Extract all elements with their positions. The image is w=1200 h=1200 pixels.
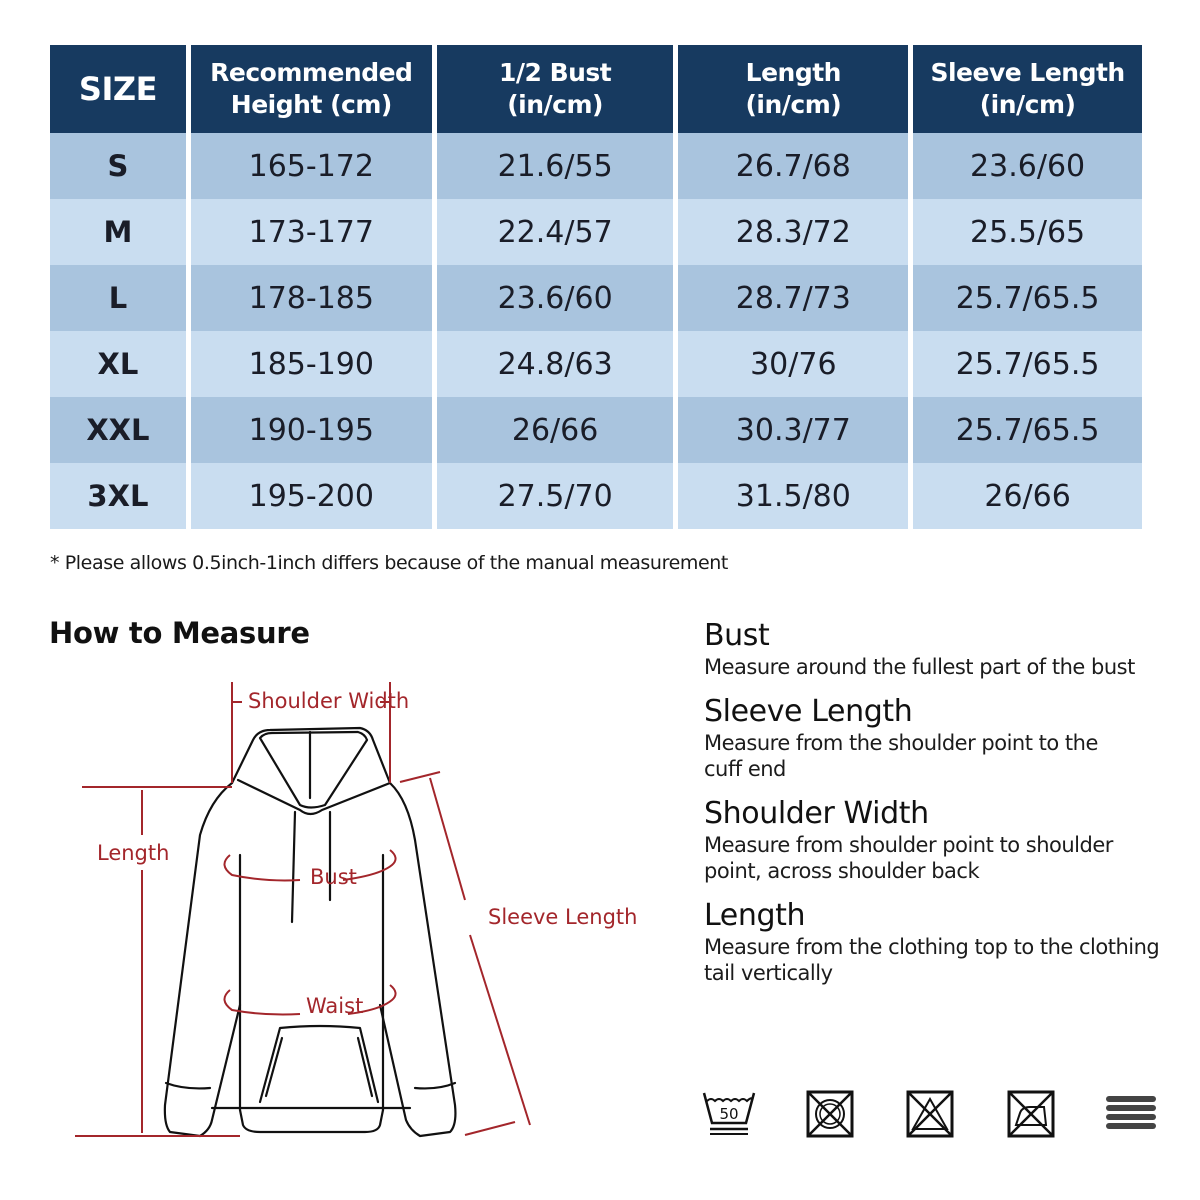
bust-cell: 24.8/63 (437, 331, 674, 397)
header-bust-line1: 1/2 Bust (498, 58, 612, 87)
bust-cell: 23.6/60 (437, 265, 674, 331)
header-length-line2: (in/cm) (745, 90, 842, 119)
header-height (191, 45, 432, 133)
length-cell: 28.3/72 (678, 199, 908, 265)
size-cell: XL (50, 331, 186, 397)
table-row (50, 331, 1142, 397)
size-chart-table (45, 45, 1147, 529)
length-cell: 26.7/68 (678, 133, 908, 199)
bust-label: Bust (310, 865, 357, 889)
header-height-line1: Recommended (210, 58, 413, 87)
hoodie-illustration-icon (60, 660, 680, 1180)
definition-bust (704, 618, 1184, 680)
waist-label: Waist (306, 994, 364, 1018)
size-cell: S (50, 133, 186, 199)
bust-cell: 27.5/70 (437, 463, 674, 529)
measurement-definitions (704, 618, 1184, 1000)
definition-desc: Measure from the shoulder point to the cuff end (704, 731, 1098, 781)
definition-title: Length (704, 898, 806, 933)
header-bust-line2: (in/cm) (507, 90, 603, 119)
definition-length (704, 898, 1184, 986)
wash-50-icon (700, 1087, 758, 1141)
sleeve-cell: 23.6/60 (913, 133, 1142, 199)
definition-shoulder-width (704, 796, 1184, 884)
do-not-tumble-dry-icon (801, 1087, 859, 1141)
bust-cell: 21.6/55 (437, 133, 674, 199)
header-size-label: SIZE (78, 70, 157, 108)
height-cell: 165-172 (191, 133, 432, 199)
header-sleeve (913, 45, 1142, 133)
header-length (678, 45, 908, 133)
hoodie-measurement-diagram (60, 660, 680, 1180)
sleeve-length-label: Sleeve Length (488, 905, 638, 929)
definition-desc: Measure from shoulder point to shoulder point, across shoulder back (704, 833, 1113, 883)
table-row (50, 463, 1142, 529)
definition-desc: Measure from the clothing top to the clothing tail vertically (704, 935, 1160, 985)
height-cell: 190-195 (191, 397, 432, 463)
header-sleeve-line2: (in/cm) (979, 90, 1076, 119)
measurement-note: * Please allows 0.5inch-1inch differs because of the manual measurement (50, 552, 728, 574)
bust-cell: 26/66 (437, 397, 674, 463)
length-cell: 28.7/73 (678, 265, 908, 331)
size-cell: L (50, 265, 186, 331)
do-not-bleach-icon (901, 1087, 959, 1141)
definition-title: Bust (704, 618, 770, 653)
size-cell: XXL (50, 397, 186, 463)
header-sleeve-line1: Sleeve Length (930, 58, 1125, 87)
header-size (50, 45, 186, 133)
sleeve-cell: 25.7/65.5 (913, 265, 1142, 331)
definition-title: Shoulder Width (704, 796, 929, 831)
length-cell: 30.3/77 (678, 397, 908, 463)
table-row (50, 133, 1142, 199)
length-cell: 30/76 (678, 331, 908, 397)
size-cell: M (50, 199, 186, 265)
care-instructions (700, 1086, 1160, 1142)
sleeve-cell: 25.7/65.5 (913, 331, 1142, 397)
bust-cell: 22.4/57 (437, 199, 674, 265)
size-chart-header-row (50, 45, 1142, 133)
length-cell: 31.5/80 (678, 463, 908, 529)
height-cell: 195-200 (191, 463, 432, 529)
line-dry-icon (1102, 1087, 1160, 1141)
sleeve-cell: 26/66 (913, 463, 1142, 529)
header-length-line1: Length (745, 58, 841, 87)
height-cell: 173-177 (191, 199, 432, 265)
table-row (50, 265, 1142, 331)
definition-title: Sleeve Length (704, 694, 913, 729)
height-cell: 178-185 (191, 265, 432, 331)
sleeve-cell: 25.7/65.5 (913, 397, 1142, 463)
size-cell: 3XL (50, 463, 186, 529)
definition-desc: Measure around the fullest part of the bust (704, 655, 1135, 679)
do-not-iron-icon (1002, 1087, 1060, 1141)
header-height-line2: Height (cm) (230, 90, 392, 119)
length-label: Length (97, 841, 170, 865)
sleeve-cell: 25.5/65 (913, 199, 1142, 265)
table-row (50, 397, 1142, 463)
header-bust (437, 45, 674, 133)
how-to-measure-title: How to Measure (49, 616, 310, 650)
shoulder-width-label: Shoulder Width (248, 689, 410, 713)
wash-temp-label: 50 (719, 1105, 739, 1123)
definition-sleeve-length (704, 694, 1184, 782)
height-cell: 185-190 (191, 331, 432, 397)
table-row (50, 199, 1142, 265)
